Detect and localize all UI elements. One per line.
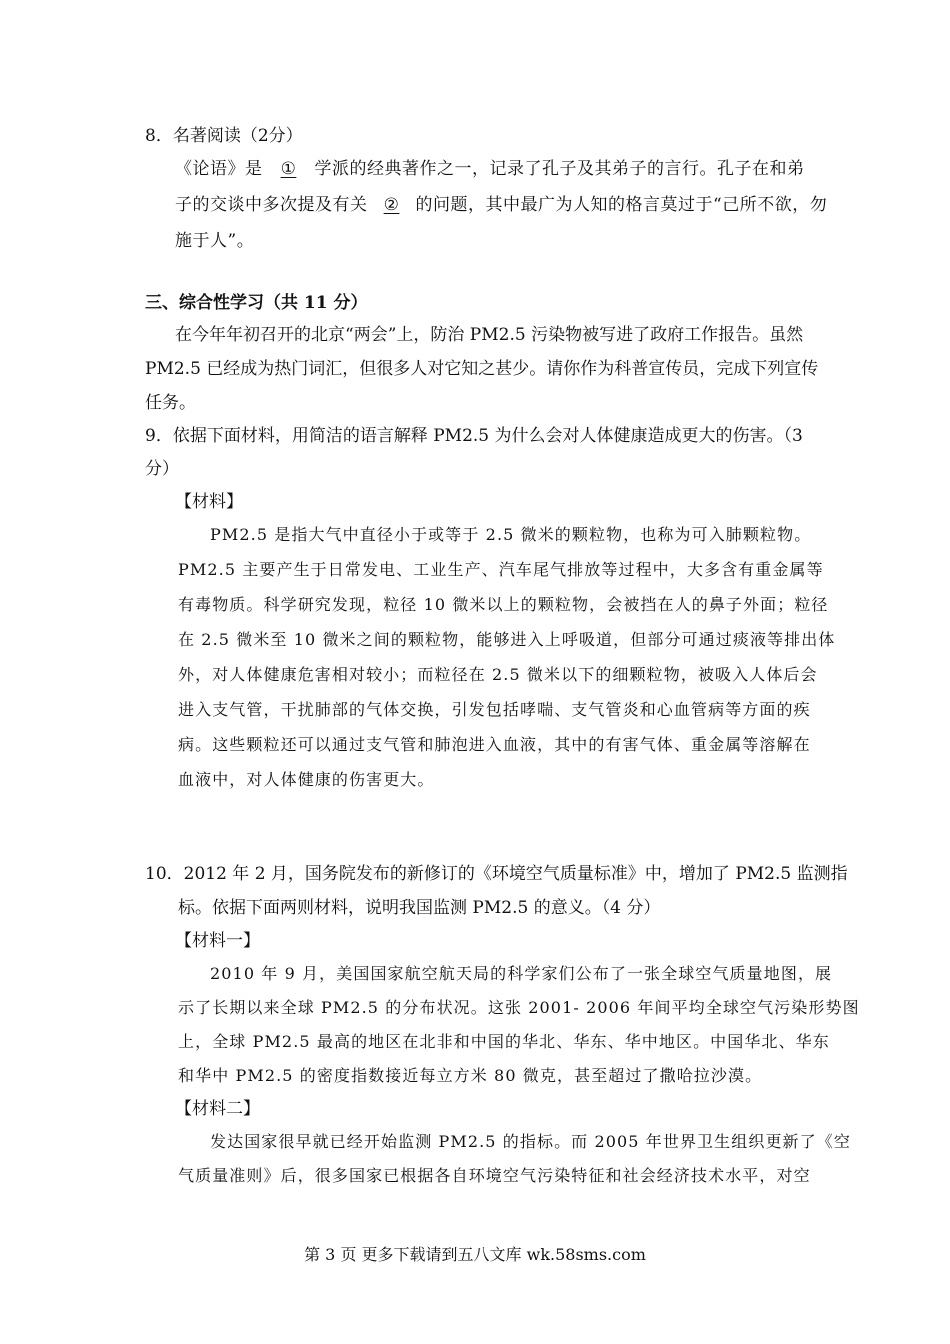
q10-question-line: 标。依据下面两则材料，说明我国监测 PM2.5 的意义。（4 分）: [178, 898, 661, 918]
q8-line-1: [175, 158, 805, 180]
q9-material-line: 有毒物质。科学研究发现，粒径 10 微米以上的颗粒物，会被挡在人的鼻子外面；粒径: [178, 595, 829, 614]
q8-text: 子的交谈中多次提及有关: [175, 195, 368, 215]
q9-material-line: 病。这些颗粒还可以通过支气管和肺泡进入血液，其中的有害气体、重金属等溶解在: [178, 735, 811, 754]
section3-intro-line: 在今年年初召开的北京“两会”上，防治 PM2.5 污染物被写进了政府工作报告。虽然: [175, 325, 804, 345]
section3-intro-line: PM2.5 已经成为热门词汇，但很多人对它知之甚少。请你作为科普宣传员，完成下列宣传: [145, 359, 819, 379]
q9-question-line: 9．依据下面材料，用简洁的语言解释 PM2.5 为什么会对人体健康造成更大的伤害。（3: [145, 426, 803, 446]
q10-material1-line: 和华中 PM2.5 的密度指数接近每立方米 80 微克，甚至超过了撒哈拉沙漠。: [178, 1066, 763, 1085]
q10-material1-line: 示了长期以来全球 PM2.5 的分布状况。这张 2001- 2006 年间平均全球空气污染形势图: [178, 998, 860, 1017]
q10-material2-line: 气质量准则》后，很多国家已根据各自环境空气污染特征和社会经济技术水平，对空: [178, 1166, 811, 1185]
q10-material2-label: 【材料二】: [175, 1099, 260, 1119]
q10-material1-line: 上，全球 PM2.5 最高的地区在北非和中国的华北、华东、华中地区。中国华北、华东: [178, 1032, 830, 1051]
q8-blank-1: ①: [280, 159, 297, 179]
q10-material2-line: 发达国家很早就已经开始监测 PM2.5 的指标。而 2005 年世界卫生组织更新了《空: [210, 1132, 851, 1151]
q9-material-label: 【材料】: [175, 492, 243, 512]
q9-material-line: 进入支气管，干扰肺部的气体交换，引发包括哮喘、支气管炎和心血管病等方面的疾: [178, 700, 811, 719]
section3-heading: 三、综合性学习（共 11 分）: [145, 293, 368, 313]
q9-material-line: PM2.5 主要产生于日常发电、工业生产、汽车尾气排放等过程中，大多含有重金属等: [178, 560, 824, 579]
q8-blank-2: ②: [383, 195, 400, 215]
q10-material1-line: 2010 年 9 月，美国国家航空航天局的科学家们公布了一张全球空气质量地图，展: [210, 964, 833, 983]
q8-line-3: 施于人”。: [175, 231, 255, 251]
q9-question-line: 分）: [145, 459, 179, 479]
q9-material-line: 在 2.5 微米至 10 微米之间的颗粒物，能够进入上呼吸道，但部分可通过痰液等排出体: [178, 630, 836, 649]
q9-material-line: 血液中，对人体健康的伤害更大。: [178, 770, 435, 789]
q9-material-line: 外，对人体健康危害相对较小；而粒径在 2.5 微米以下的细颗粒物，被吸入人体后会: [178, 665, 818, 684]
q8-text: 《论语》是: [175, 159, 263, 179]
q10-question-line: 10．2012 年 2 月，国务院发布的新修订的《环境空气质量标准》中，增加了 PM2.5 监测指: [145, 864, 848, 884]
q8-line-2: [175, 194, 827, 216]
q8-text: 的问题，其中最广为人知的格言莫过于“己所不欲，勿: [415, 195, 828, 215]
section3-intro-line: 任务。: [145, 393, 196, 413]
page-footer: 第 3 页 更多下载请到五八文库 wk.58sms.com: [304, 1245, 646, 1264]
q10-material1-label: 【材料一】: [175, 931, 260, 951]
q8-title: 8．名著阅读（2分）: [145, 126, 303, 146]
q9-material-line: PM2.5 是指大气中直径小于或等于 2.5 微米的颗粒物，也称为可入肺颗粒物。: [210, 525, 812, 544]
q8-text: 学派的经典著作之一，记录了孔子及其弟子的言行。孔子在和弟: [314, 159, 805, 179]
